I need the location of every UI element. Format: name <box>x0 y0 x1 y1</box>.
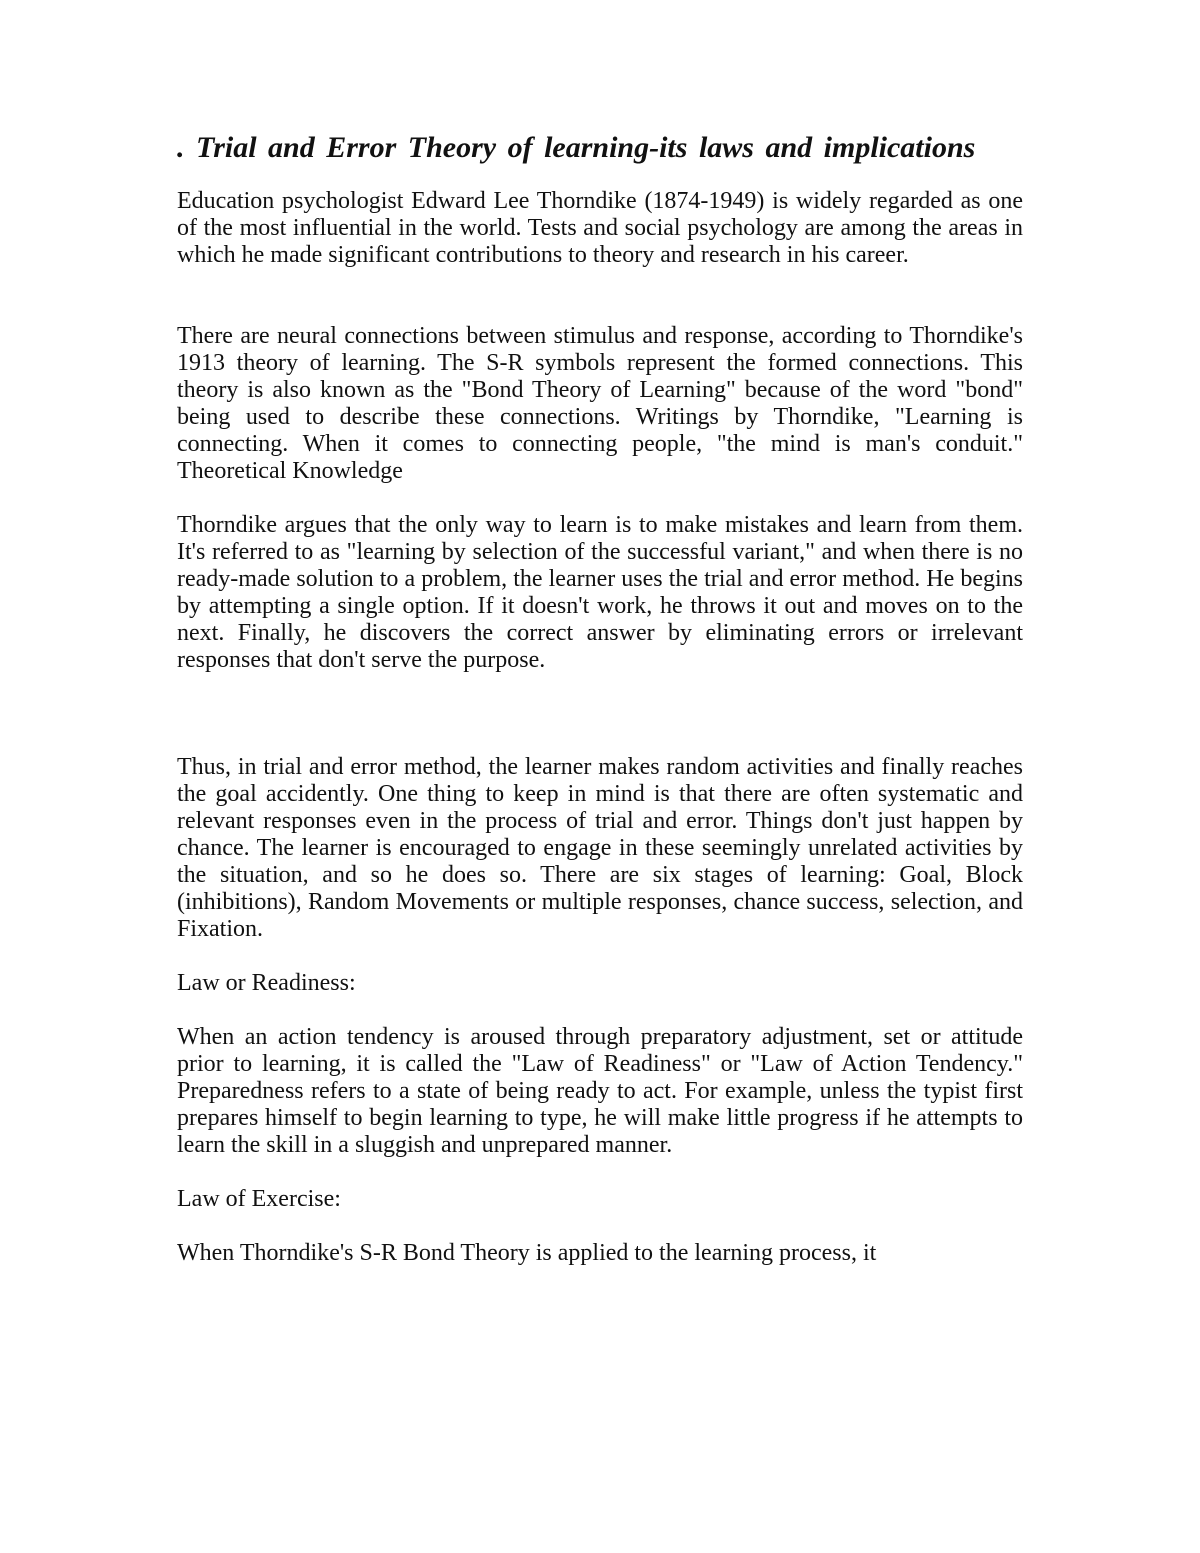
paragraph-spacer <box>177 674 1023 754</box>
paragraph-spacer <box>177 943 1023 970</box>
paragraph-thorndike-intro: Education psychologist Edward Lee Thorndike (1874-1949) is widely regarded as one of the most influential in the world. Tests and social psychology are among the areas in which he made significant contributions to theory and research in his career. <box>177 188 1023 268</box>
paragraph-spacer <box>177 485 1023 512</box>
paragraph-spacer <box>177 997 1023 1024</box>
paragraph-trial-error-method: Thorndike argues that the only way to learn is to make mistakes and learn from them. It's referred to as "learning by selection of the successful variant," and when there is no ready-made solution to a problem, the learner uses the trial and error method. He begins by attempting a single option. If it doesn't work, he throws it out and moves on to the next. Finally, he discovers the correct answer by eliminating errors or irrelevant responses that don't serve the purpose. <box>177 512 1023 673</box>
paragraph-law-of-readiness: When an action tendency is aroused through preparatory adjustment, set or attitude prior to learning, it is called the "Law of Readiness" or "Law of Action Tendency." Preparedness refers to a state of being ready to act. For example, unless the typist first prepares himself to begin learning to type, he will make little progress if he attempts to learn the skill in a sluggish and unprepared manner. <box>177 1024 1023 1158</box>
heading-law-of-exercise: Law of Exercise: <box>177 1186 341 1212</box>
heading-law-of-readiness: Law or Readiness: <box>177 970 356 996</box>
paragraph-spacer <box>177 269 1023 323</box>
document-body <box>177 131 1023 1267</box>
paragraph-bond-theory: There are neural connections between stimulus and response, according to Thorndike's 1913 theory of learning. The S-R symbols represent the formed connections. This theory is also known as the "Bond Theory of Learning" because of the word "bond" being used to describe these connections. Writings by Thorndike, "Learning is connecting. When it comes to connecting people, "the mind is man's conduit." Theoretical Knowledge <box>177 323 1023 484</box>
paragraph-six-stages: Thus, in trial and error method, the learner makes random activities and finally reaches the goal accidently. One thing to keep in mind is that there are often systematic and relevant responses even in the process of trial and error. Things don't just happen by chance. The learner is encouraged to engage in these seemingly unrelated activities by the situation, and so he does so. There are six stages of learning: Goal, Block (inhibitions), Random Movements or multiple responses, chance success, selection, and Fixation. <box>177 754 1023 942</box>
document-title: . Trial and Error Theory of learning-its laws and implications <box>177 131 976 164</box>
paragraph-law-of-exercise: When Thorndike's S-R Bond Theory is applied to the learning process, it <box>177 1240 877 1266</box>
paragraph-spacer <box>177 1159 1023 1186</box>
paragraph-spacer <box>177 1213 1023 1240</box>
